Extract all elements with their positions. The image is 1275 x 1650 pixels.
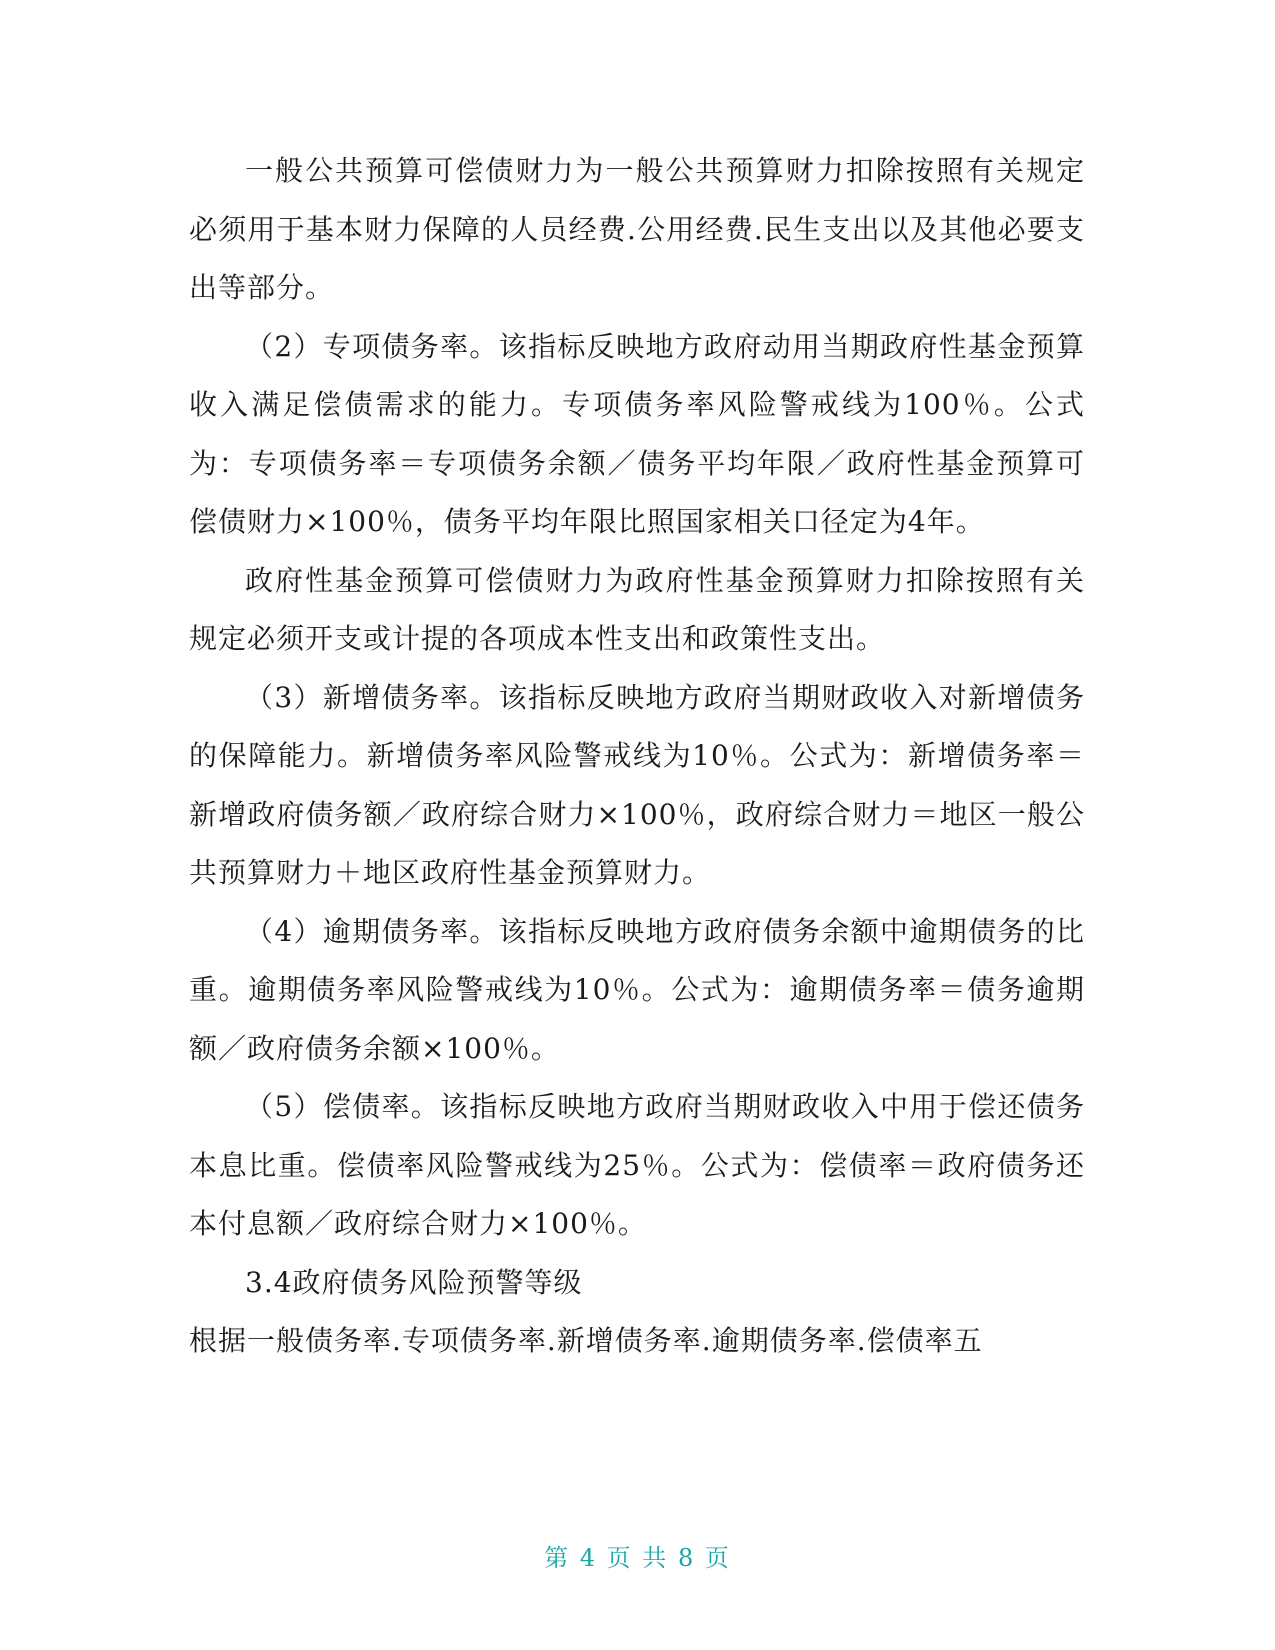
paragraph-general-repayable-finance: 一般公共预算可偿债财力为一般公共预算财力扣除按照有关规定必须用于基本财力保障的人员经费.公用经费.民生支出以及其他必要支出等部分。 bbox=[189, 154, 1085, 304]
document-body bbox=[189, 142, 1085, 1371]
paragraph-new-debt-ratio: （3）新增债务率。该指标反映地方政府当期财政收入对新增债务的保障能力。新增债务率风险警戒线为10％。公式为：新增债务率＝新增政府债务额／政府综合财力×100％，政府综合财力＝地区一般公共预算财力＋地区政府性基金预算财力。 bbox=[189, 680, 1085, 889]
section-heading: 3.4政府债务风险预警等级 bbox=[245, 1265, 583, 1299]
paragraph-special-debt-ratio: （2）专项债务率。该指标反映地方政府动用当期政府性基金预算收入满足偿债需求的能力。专项债务率风险警戒线为100％。公式为：专项债务率＝专项债务余额／债务平均年限／政府性基金预算可偿债财力×100％，债务平均年限比照国家相关口径定为4年。 bbox=[189, 329, 1085, 538]
paragraph-overdue-debt-ratio: （4）逾期债务率。该指标反映地方政府债务余额中逾期债务的比重。逾期债务率风险警戒线为10％。公式为：逾期债务率＝债务逾期额／政府债务余额×100％。 bbox=[189, 914, 1085, 1065]
page-number-footer: 第 4 页 共 8 页 bbox=[544, 1544, 731, 1572]
paragraph-fund-repayable-finance: 政府性基金预算可偿债财力为政府性基金预算财力扣除按照有关规定必须开支或计提的各项成本性支出和政策性支出。 bbox=[189, 563, 1085, 655]
paragraph-warning-levels: 根据一般债务率.专项债务率.新增债务率.逾期债务率.偿债率五 bbox=[189, 1324, 983, 1357]
paragraph-debt-service-ratio: （5）偿债率。该指标反映地方政府当期财政收入中用于偿还债务本息比重。偿债率风险警戒线为25％。公式为：偿债率＝政府债务还本付息额／政府综合财力×100％。 bbox=[189, 1090, 1085, 1240]
